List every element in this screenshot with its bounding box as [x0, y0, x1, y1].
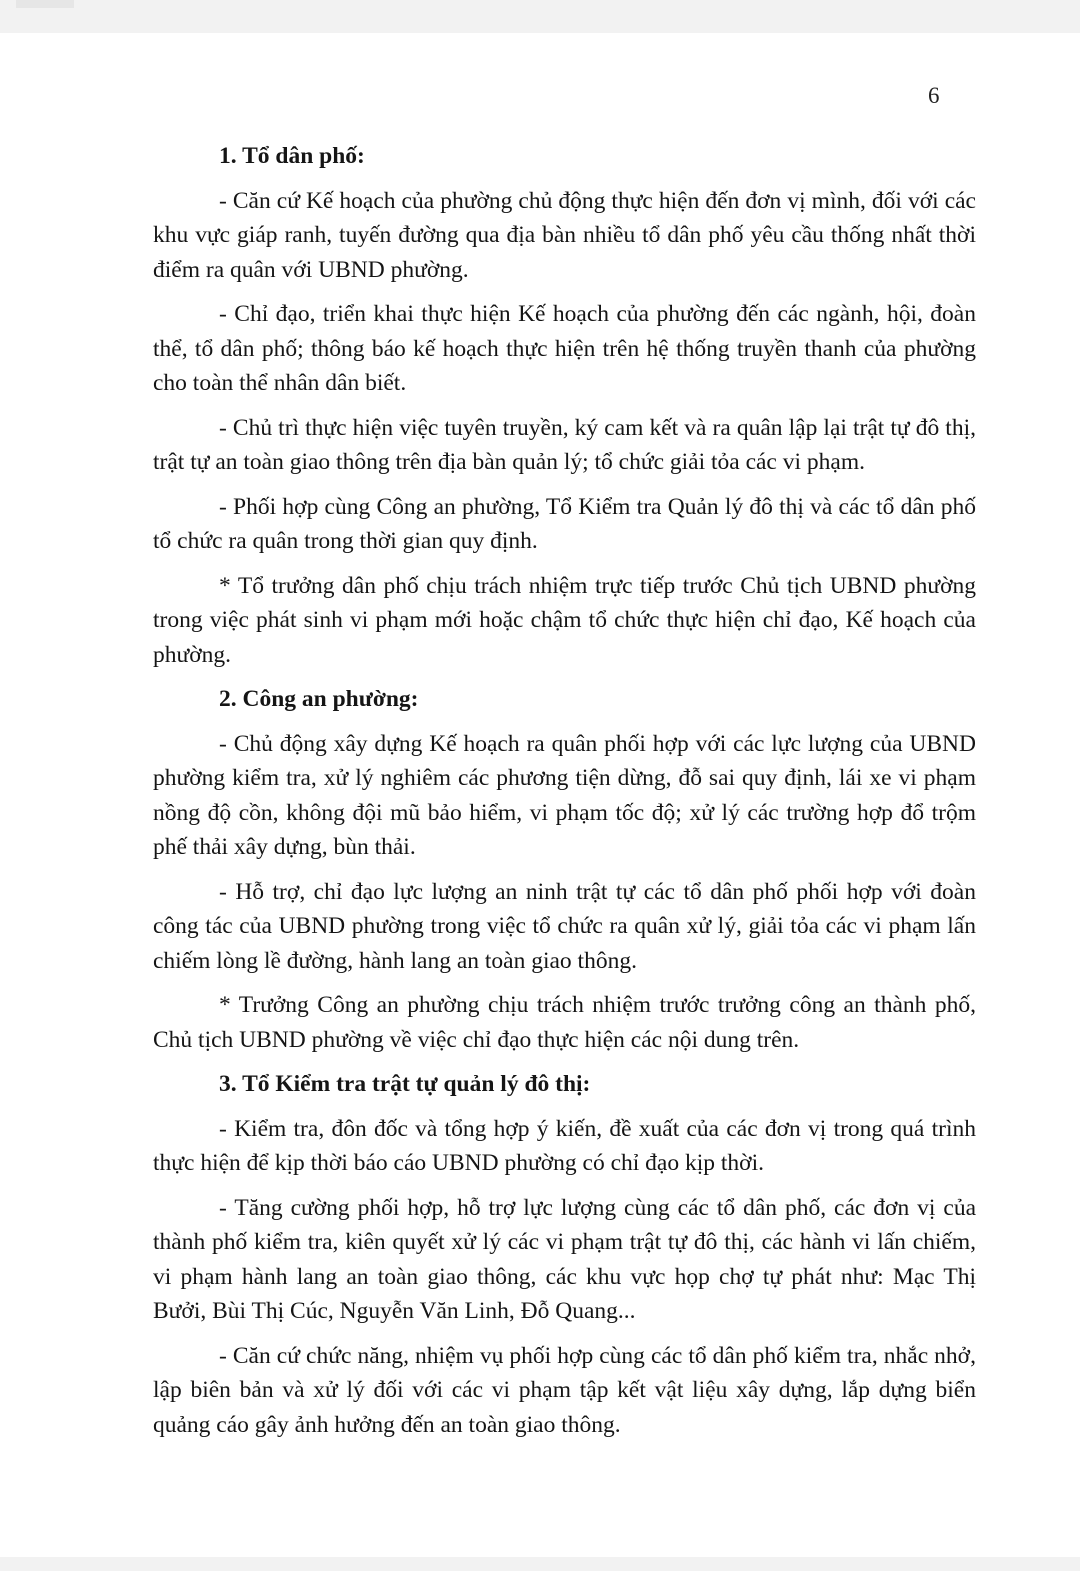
paragraph: - Chỉ đạo, triển khai thực hiện Kế hoạch của phường đến các ngành, hội, đoàn thể, tổ dân phố; thông báo kế hoạch thực hiện trên hệ thống truyền thanh của phường cho toàn thể nhân dân biết.: [153, 301, 976, 396]
document-body: [153, 139, 976, 1452]
paragraph: - Tăng cường phối hợp, hỗ trợ lực lượng cùng các tổ dân phố, các đơn vị của thành phố kiểm tra, kiên quyết xử lý các vi phạm trật tự đô thị, các hành vi lấn chiếm, vi phạm hành lang an toàn giao thông, các khu vực họp chợ tự phát như: Mạc Thị Bưởi, Bùi Thị Cúc, Nguyễn Văn Linh, Đỗ Quang...: [153, 1194, 976, 1324]
paragraph: - Hỗ trợ, chỉ đạo lực lượng an ninh trật tự các tổ dân phố phối hợp với đoàn công tác của UBND phường trong việc tổ chức ra quân xử lý, giải tỏa các vi phạm lấn chiếm lòng lề đường, hành lang an toàn giao thông.: [153, 878, 976, 974]
section-heading: 1. Tổ dân phố:: [219, 143, 365, 169]
page-number: 6: [928, 83, 940, 108]
section-heading: 3. Tổ Kiểm tra trật tự quản lý đô thị:: [219, 1071, 591, 1097]
paragraph: - Chủ động xây dựng Kế hoạch ra quân phối hợp với các lực lượng của UBND phường kiểm tra, xử lý nghiêm các phương tiện dừng, đỗ sai quy định, lái xe vi phạm nồng độ cồn, không đội mũ bảo hiểm, vi phạm tốc độ; xử lý các trường hợp đổ trộm phế thải xây dựng, bùn thải.: [153, 730, 976, 860]
paragraph: - Căn cứ Kế hoạch của phường chủ động thực hiện đến đơn vị mình, đối với các khu vực giáp ranh, tuyến đường qua địa bàn nhiều tổ dân phố yêu cầu thống nhất thời điểm ra quân với UBND phường.: [153, 187, 976, 283]
paragraph: * Trưởng Công an phường chịu trách nhiệm trước trưởng công an thành phố, Chủ tịch UBND phường về việc chỉ đạo thực hiện các nội dung trên.: [153, 992, 976, 1053]
paragraph: - Căn cứ chức năng, nhiệm vụ phối hợp cùng các tổ dân phố kiểm tra, nhắc nhở, lập biên bản và xử lý đối với các vi phạm tập kết vật liệu xây dựng, lắp dựng biển quảng cáo gây ảnh hưởng đến an toàn giao thông.: [153, 1342, 976, 1438]
document-page: [0, 33, 1080, 1557]
section-heading: 2. Công an phường:: [219, 686, 419, 712]
paragraph: * Tổ trưởng dân phố chịu trách nhiệm trực tiếp trước Chủ tịch UBND phường trong việc phát sinh vi phạm mới hoặc chậm tổ chức thực hiện chỉ đạo, Kế hoạch của phường.: [153, 572, 976, 668]
top-edge-tab: [16, 0, 74, 8]
paragraph: - Chủ trì thực hiện việc tuyên truyền, ký cam kết và ra quân lập lại trật tự đô thị, trật tự an toàn giao thông trên địa bàn quản lý; tổ chức giải tỏa các vi phạm.: [153, 414, 976, 475]
paragraph: - Phối hợp cùng Công an phường, Tổ Kiểm tra Quản lý đô thị và các tổ dân phố tổ chức ra quân trong thời gian quy định.: [153, 493, 976, 554]
paragraph: - Kiểm tra, đôn đốc và tổng hợp ý kiến, đề xuất của các đơn vị trong quá trình thực hiện để kịp thời báo cáo UBND phường có chỉ đạo kịp thời.: [153, 1115, 976, 1176]
